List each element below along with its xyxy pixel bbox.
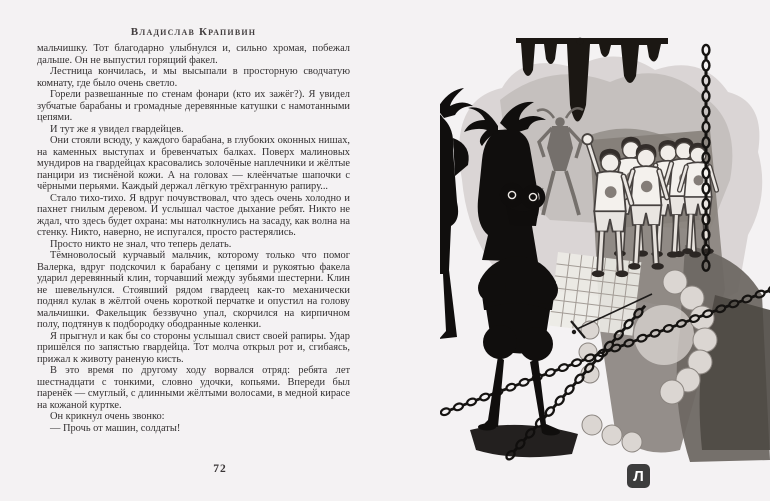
page-text bbox=[37, 43, 350, 434]
paragraph: Я прыгнул и как бы со стороны услышал свист своей рапиры. Удар пришёлся по запястью гвардейца. Тот молча открыл рот и, сгибаясь, прижал к животу раненую кисть. bbox=[37, 330, 350, 365]
right-page bbox=[400, 0, 770, 501]
paragraph: Просто никто не знал, что теперь делать. bbox=[50, 238, 232, 250]
watermark-badge bbox=[627, 464, 650, 488]
paragraph: Горели развешанные по стенам фонари (кто их зажёг?). Я увидел зубчатые барабаны и громадные деревянные катушки с намотанными цепями. bbox=[37, 89, 350, 123]
paragraph: Тёмноволосый курчавый мальчик, которому только что помог Валерка, вдруг подскочил к барабану с цепями и рукоятью факела ударил деревянный клин, торчавший между зубьями шестерни. Клин не шевельнулся. Стоявший рядом гвардеец как-то механически поднял кулак в жёлтой очень короткой перчатке и опустил на голову мальчишки. Факельщик беззвучно упал, скорчился на кирпичном полу, подтянув к подбородку ободранные коленки. bbox=[37, 250, 350, 330]
paragraph: Они стояли всюду, у каждого барабана, в глубоких оконных нишах, на каменных выступах и бревенчатых балках. Поверх малиновых мундиров на гвардейцах красовались золочёные наплечники и жёлтые панцири из тиснёной кожи. А на головах — клеёнчатые шапочки с чёрными перьями. Каждый держал лёгкую трёхгранную рапиру... bbox=[37, 135, 350, 192]
watermark-letter: Л bbox=[633, 467, 644, 485]
paragraph: мальчишку. Тот благодарно улыбнулся и, сильно хромая, побежал дальше. Он не выпустил горящий факел. bbox=[37, 43, 350, 66]
paragraph: Он крикнул очень звонко: bbox=[50, 411, 165, 422]
floor-shadow bbox=[470, 425, 578, 457]
paragraph: В это время по другому ходу ворвался отряд: ребята лет шестнадцати с тонкими, словно удочки, копьями. Впереди был паренёк — смуглый, с длинными жёлтыми волосами, в медной кирасе на кожаной куртке. bbox=[37, 365, 350, 411]
paragraph: И тут же я увидел гвардейцев. bbox=[50, 123, 184, 135]
book-illustration bbox=[440, 30, 770, 465]
page-number: 72 bbox=[213, 463, 227, 475]
paragraph: Лестница кончилась, и мы высыпали в просторную сводчатую комнату, где было очень светло. bbox=[37, 66, 350, 89]
paragraph: — Прочь от машин, солдаты! bbox=[50, 422, 181, 434]
running-head: Владислав Крапивин bbox=[130, 26, 257, 38]
paragraph: Стало тихо-тихо. Я вдруг почувствовал, что здесь очень холодно и пахнет гнилым деревом. И услышал частое дыхание ребят. Никто не ждал, что здесь будет охрана: мы натолкнулись на засаду, как волна на стенку. Никто, наверно, не испугался, просто растерялись. bbox=[37, 192, 350, 238]
